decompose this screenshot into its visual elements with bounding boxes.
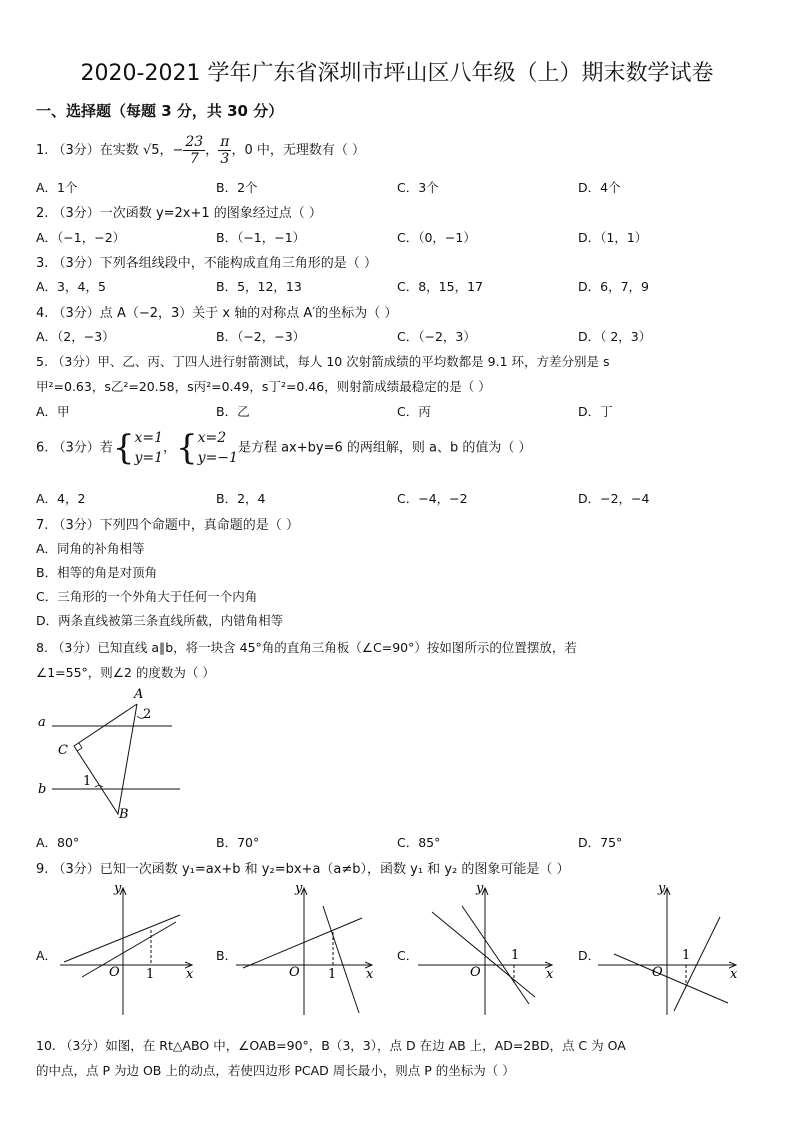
q6-option-c[interactable]: C．−4，−2	[397, 491, 468, 506]
graph-a-origin: O	[109, 965, 120, 980]
graph-a-y-label: y	[114, 881, 122, 896]
graph-c-origin: O	[470, 965, 481, 980]
q1-fraction: $\frac{23}{7}$	[185, 134, 204, 167]
q5-option-a[interactable]: A．甲	[36, 404, 70, 419]
q1-pre: 1. （3分）在实数 √5，−	[36, 143, 184, 158]
q8-option-c[interactable]: C．85°	[397, 835, 441, 850]
q7-option-c[interactable]: C．三角形的一个外角大于任何一个内角	[36, 589, 258, 604]
q4-option-c[interactable]: C．（−2，3）	[397, 329, 476, 344]
graph-c-line-1	[432, 912, 535, 997]
q6-option-d[interactable]: D．−2，−4	[578, 491, 650, 506]
question-4: 4. （3分）点 A（−2，3）关于 x 轴的对称点 A′的坐标为（ ）	[36, 306, 398, 321]
q3-option-c[interactable]: C．8，15，17	[397, 279, 483, 294]
question-5-line-2: 甲²=0.63，s乙²=20.58，s丙²=0.49，s丁²=0.46，则射箭成绩最稳定的是（ ）	[36, 379, 491, 394]
graph-b[interactable]	[236, 881, 374, 1015]
question-5-line-1: 5. （3分）甲、乙、丙、丁四人进行射箭测试，每人 10 次射箭成绩的平均数都是 9.1 环，方差分别是 s	[36, 354, 610, 369]
label-B: B	[119, 807, 129, 822]
label-A: A	[134, 687, 144, 702]
graph-b-tick-1: 1	[328, 967, 337, 982]
q2-option-d[interactable]: D．（1，1）	[578, 230, 648, 245]
q1-option-c[interactable]: C．3个	[397, 180, 439, 195]
q4-option-a[interactable]: A．（2，−3）	[36, 329, 115, 344]
q2-option-b[interactable]: B．（−1，−1）	[216, 230, 306, 245]
label-b: b	[38, 782, 47, 797]
graph-a[interactable]	[60, 881, 194, 1015]
q4-option-b[interactable]: B．（−2，−3）	[216, 329, 306, 344]
q3-option-b[interactable]: B．5，12，13	[216, 279, 302, 294]
graph-a-line-1	[64, 915, 180, 962]
graph-b-line-1	[243, 918, 362, 968]
graph-b-y-label: y	[295, 881, 303, 896]
q7-option-a[interactable]: A．同角的补角相等	[36, 541, 145, 556]
q9-option-d[interactable]: D．	[578, 948, 601, 963]
q3-option-a[interactable]: A．3，4，5	[36, 279, 106, 294]
graph-a-tick-1: 1	[146, 967, 155, 982]
q5-option-b[interactable]: B．乙	[216, 404, 250, 419]
graph-d-line-1	[614, 954, 728, 1003]
q8-option-d[interactable]: D．75°	[578, 835, 623, 850]
graph-d[interactable]	[598, 881, 738, 1015]
question-1: 1. （3分）在实数 √5，− $\frac{23}{7}$ ， $\frac{\pi}{3}$ ，0 中，无理数有（ ）	[36, 134, 365, 167]
q8-option-b[interactable]: B．70°	[216, 835, 260, 850]
q6-system-1: x=1 y=1	[134, 430, 163, 466]
graph-d-y-label: y	[658, 881, 666, 896]
question-10-line-1: 10. （3分）如图，在 Rt△ABO 中，∠OAB=90°，B（3，3），点 D 在边 AB 上，AD=2BD，点 C 为 OA	[36, 1038, 626, 1053]
q9-option-b[interactable]: B．	[216, 948, 238, 963]
label-1: 1	[83, 774, 92, 789]
graph-c-x-label: x	[546, 967, 554, 982]
question-9: 9. （3分）已知一次函数 y₁=ax+b 和 y₂=bx+a（a≠b），函数 y₁ 和 y₂ 的图象可能是（ ）	[36, 862, 570, 877]
q5-option-c[interactable]: C．丙	[397, 404, 431, 419]
q1-option-b[interactable]: B．2个	[216, 180, 258, 195]
question-3: 3. （3分）下列各组线段中，不能构成直角三角形的是（ ）	[36, 256, 377, 271]
q9-option-c[interactable]: C．	[397, 948, 419, 963]
q2-option-a[interactable]: A．（−1，−2）	[36, 230, 126, 245]
question-8-line-1: 8. （3分）已知直线 a∥b，将一块含 45°角的直角三角板（∠C=90°）按如图所示的位置摆放，若	[36, 640, 577, 655]
label-C: C	[58, 743, 68, 758]
q1-pi-fraction: $\frac{\pi}{3}$	[220, 134, 230, 167]
q1-option-a[interactable]: A．1个	[36, 180, 78, 195]
graph-b-x-label: x	[366, 967, 374, 982]
q7-option-d[interactable]: D．两条直线被第三条直线所截，内错角相等	[36, 613, 284, 628]
graph-c-y-label: y	[476, 881, 484, 896]
graph-b-origin: O	[289, 965, 300, 980]
q6-option-b[interactable]: B．2，4	[216, 491, 266, 506]
q7-option-b[interactable]: B．相等的角是对顶角	[36, 565, 158, 580]
brace-2: {	[176, 428, 198, 468]
section-heading: 一、选择题（每题 3 分，共 30 分）	[36, 102, 284, 120]
question-7: 7. （3分）下列四个命题中，真命题的是（ ）	[36, 518, 299, 533]
question-6: 6. （3分）若{x=1 y=1，{x=2 y=−1是方程 ax+by=6 的两组解，则 a、b 的值为（ ）	[36, 428, 532, 468]
question-10-line-2: 的中点，点 P 为边 OB 上的动点，若使四边形 PCAD 周长最小，则点 P 的坐标为（ ）	[36, 1063, 515, 1078]
brace-1: {	[112, 428, 135, 468]
graph-d-tick-1: 1	[682, 948, 691, 963]
graph-c-tick-1: 1	[511, 948, 520, 963]
graph-d-origin: O	[652, 965, 663, 980]
graph-d-x-label: x	[730, 967, 738, 982]
label-2: 2	[143, 707, 152, 722]
q2-option-c[interactable]: C．（0，−1）	[397, 230, 476, 245]
page-title: 2020-2021 学年广东省深圳市坪山区八年级（上）期末数学试卷	[80, 61, 714, 86]
q6-system-2: x=2 y=−1	[197, 430, 238, 466]
q1-option-d[interactable]: D．4个	[578, 180, 621, 195]
question-2: 2. （3分）一次函数 y=2x+1 的图象经过点（ ）	[36, 206, 322, 221]
q8-option-a[interactable]: A．80°	[36, 835, 80, 850]
q6-option-a[interactable]: A．4，2	[36, 491, 86, 506]
q3-option-d[interactable]: D．6，7，9	[578, 279, 649, 294]
question-8-line-2: ∠1=55°，则∠2 的度数为（ ）	[36, 665, 215, 680]
graph-c[interactable]	[418, 881, 554, 1015]
graph-a-x-label: x	[186, 967, 194, 982]
label-a: a	[38, 715, 46, 730]
q9-option-a[interactable]: A．	[36, 948, 58, 963]
q5-option-d[interactable]: D．丁	[578, 404, 613, 419]
q4-option-d[interactable]: D．（ 2，3）	[578, 329, 652, 344]
